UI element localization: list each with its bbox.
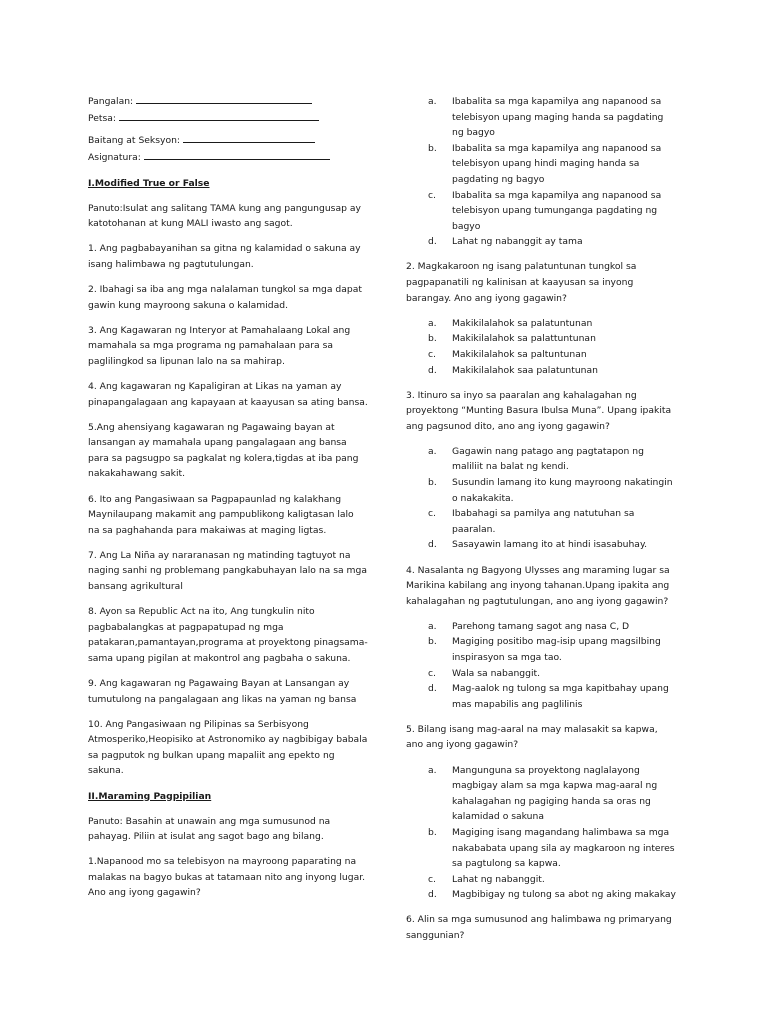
option-item: [406, 188, 676, 235]
mc-question-2: 2. Magkakaroon ng isang palatuntunan tungkol sa pagpapanatili ng kalinisan at kaayusan sa inyong barangay. Ano ang iyong gagawin?: [406, 261, 637, 304]
mc-question-5: 5. Bilang isang mag-aaral na may malasakit sa kapwa, ano ang iyong gagawin?: [406, 723, 658, 751]
option-item: [406, 537, 676, 553]
option-letter: b.: [428, 826, 437, 838]
option-text: Mangunguna sa proyektong naglalayong magbigay alam sa mga kapwa mag-aaral ng kahalagahan ng pagiging handa sa oras ng kalamidad o sakuna: [452, 764, 658, 823]
section2-instructions: Panuto: Basahin at unawain ang mga sumusunod na pahayag. Piliin at isulat ang sagot bago ang bilang.: [88, 815, 331, 843]
option-item: [406, 444, 676, 475]
option-letter: c.: [428, 189, 436, 201]
option-letter: b.: [428, 333, 437, 345]
q1-options: [406, 94, 676, 250]
q5-options: [406, 763, 676, 903]
option-letter: c.: [428, 873, 436, 885]
q4-options: [406, 619, 676, 713]
option-text: Lahat ng nabanggit ay tama: [452, 236, 583, 248]
option-item: [406, 94, 676, 141]
option-text: Magiging positibo mag-isip upang magsilbing inspirasyon sa mga tao.: [452, 636, 661, 663]
tf-item-10: 10. Ang Pangasiwaan ng Pilipinas sa Serbisyong Atmosperiko,Heopisiko at Astronomiko ay nagbibigay babala sa pagputok ng bulkan upang mapaliit ang epekto ng sakuna.: [88, 718, 368, 777]
option-text: Magbibigay ng tulong sa abot ng aking makakay: [452, 889, 676, 901]
option-letter: b.: [428, 477, 437, 489]
option-letter: a.: [428, 317, 437, 329]
grade-line: [88, 133, 368, 150]
section1-instructions: Panuto:Isulat ang salitang TAMA kung ang pangungusap ay katotohanan at kung MALI iwasto ang sagot.: [88, 202, 361, 230]
option-text: Makikilalahok sa palattuntunan: [452, 333, 596, 345]
option-item: [406, 887, 676, 903]
tf-item-9: 9. Ang kagawaran ng Pagawaing Bayan at Lansangan ay tumutulong na pangalagaan ang likas na yaman ng bansa: [88, 677, 357, 705]
name-blank[interactable]: [136, 94, 312, 104]
q3-options: [406, 444, 676, 553]
option-item: [406, 234, 676, 250]
mc-question-4: 4. Nasalanta ng Bagyong Ulysses ang maraming lugar sa Marikina kabilang ang inyong tahanan.Upang ipakita ang kahalagahan ng pagtutulungan, ano ang iyong gagawin?: [406, 564, 670, 607]
option-item: [406, 825, 676, 872]
option-item: [406, 634, 676, 665]
q2-options: [406, 316, 676, 378]
tf-item-2: 2. Ibahagi sa iba ang mga nalalaman tungkol sa mga dapat gawin kung mayroong sakuna o kalamidad.: [88, 283, 362, 311]
option-letter: a.: [428, 764, 437, 776]
tf-item-4: 4. Ang kagawaran ng Kapaligiran at Likas na yaman ay pinapangalagaan ang kapayaan at kaayusan sa ating bansa.: [88, 380, 368, 408]
left-column: [88, 94, 368, 901]
option-text: Sasayawin lamang ito at hindi isasabuhay.: [452, 539, 647, 551]
option-letter: d.: [428, 364, 437, 376]
option-item: [406, 506, 676, 537]
section2-title: II.Maraming Pagpipilian: [88, 790, 212, 802]
option-item: [406, 141, 676, 188]
student-info-header: [88, 94, 368, 166]
name-label: Pangalan:: [88, 96, 134, 107]
right-column: [406, 94, 676, 944]
option-text: Ibabahagi sa pamilya ang natutuhan sa paaralan.: [452, 508, 635, 535]
section1-title: I.Modified True or False: [88, 177, 210, 189]
date-blank[interactable]: [119, 111, 319, 121]
option-text: Ibabalita sa mga kapamilya ang napanood sa telebisyon upang tumunganga pagdating ng bagyo: [452, 189, 662, 232]
tf-item-3: 3. Ang Kagawaran ng Interyor at Pamahalaang Lokal ang mamahala sa mga programa ng pamahalaan para sa paglilingkod sa lipunan lalo na sa mahirap.: [88, 324, 351, 367]
option-letter: c.: [428, 667, 436, 679]
option-text: Susundin lamang ito kung mayroong nakatingin o nakakakita.: [452, 477, 673, 504]
option-letter: b.: [428, 636, 437, 648]
grade-label: Baitang at Seksyon:: [88, 135, 181, 146]
option-item: [406, 666, 676, 682]
subject-label: Asignatura:: [88, 151, 141, 163]
option-text: Ibabalita sa mga kapamilya ang napanood sa telebisyon upang hindi maging handa sa pagdating ng bagyo: [452, 142, 662, 185]
option-letter: a.: [428, 445, 437, 457]
date-label: Petsa:: [88, 112, 116, 124]
option-text: Makikilalahok sa palatuntunan: [452, 317, 593, 329]
option-letter: d.: [428, 889, 437, 901]
option-item: [406, 619, 676, 635]
mc-question-1: 1.Napanood mo sa telebisyon na mayroong paparating na malakas na bagyo bukas at tatamaan nito ang inyong lugar. Ano ang iyong gagawin?: [88, 856, 366, 899]
option-letter: a.: [428, 96, 437, 107]
date-line: [88, 111, 368, 128]
option-letter: c.: [428, 508, 436, 520]
option-letter: d.: [428, 236, 437, 248]
option-item: [406, 363, 676, 379]
option-item: [406, 331, 676, 347]
tf-item-7: 7. Ang La Niña ay nararanasan ng matinding tagtuyot na naging sanhi ng problemang pangkabuhayan lalo na sa mga bansang agrikultural: [88, 549, 367, 592]
mc-question-3: 3. Itinuro sa inyo sa paaralan ang kahalagahan ng proyektong “Munting Basura Ibulsa Muna”. Upang ipakita ang pagsunod dito, ano ang iyong gagawin?: [406, 389, 672, 432]
tf-item-5: 5.Ang ahensiyang kagawaran ng Pagawaing bayan at lansangan ay mamahala upang pangalagaan ang bansa para sa pagsugpo sa pagkalat ng kolera,tigdas at iba pang nakakahawang sakit.: [88, 421, 359, 480]
subject-blank[interactable]: [144, 150, 330, 160]
option-letter: b.: [428, 142, 437, 154]
option-item: [406, 316, 676, 332]
subject-line: [88, 150, 368, 167]
option-text: Ibabalita sa mga kapamilya ang napanood sa telebisyon upang maging handa sa pagdating ng bagyo: [452, 96, 664, 139]
option-letter: c.: [428, 348, 436, 360]
option-letter: a.: [428, 620, 437, 632]
option-item: [406, 872, 676, 888]
option-text: Magiging isang magandang halimbawa sa mga nakababata upang sila ay magkaroon ng interes sa pagtulong sa kapwa.: [452, 826, 675, 870]
tf-item-6: 6. Ito ang Pangasiwaan sa Pagpapaunlad ng kalakhang Maynilaupang makamit ang pampublikong kaligtasan lalo na sa paghahanda para makaiwas at maging ligtas.: [88, 493, 354, 536]
option-letter: d.: [428, 683, 437, 695]
option-text: Makikilalahok saa palatuntunan: [452, 364, 598, 376]
option-text: Mag-aalok ng tulong sa mga kapitbahay upang mas mapabilis ang paglilinis: [452, 683, 669, 710]
option-text: Gagawin nang patago ang pagtatapon ng maliliit na balat ng kendi.: [452, 445, 644, 473]
option-item: [406, 681, 676, 712]
option-text: Wala sa nabanggit.: [452, 667, 541, 679]
option-text: Makikilalahok sa paltuntunan: [452, 348, 587, 360]
option-item: [406, 763, 676, 825]
grade-blank[interactable]: [183, 133, 315, 143]
option-text: Parehong tamang sagot ang nasa C, D: [452, 620, 630, 632]
name-line: [88, 94, 368, 111]
option-letter: d.: [428, 539, 437, 551]
tf-item-1: 1. Ang pagbabayanihan sa gitna ng kalamidad o sakuna ay isang halimbawa ng pagtutulungan.: [88, 243, 361, 270]
option-item: [406, 347, 676, 363]
option-text: Lahat ng nabanggit.: [452, 873, 545, 885]
option-item: [406, 475, 676, 506]
tf-item-8: 8. Ayon sa Republic Act na ito, Ang tungkulin nito pagbabalangkas at pagpapatupad ng mga patakaran,pamantayan,programa at proyektong pinagsama-sama upang pigilan at makontrol ang pagbaha o sakuna.: [88, 606, 368, 664]
mc-question-6: 6. Alin sa mga sumusunod ang halimbawa ng primaryang sanggunian?: [406, 914, 672, 941]
